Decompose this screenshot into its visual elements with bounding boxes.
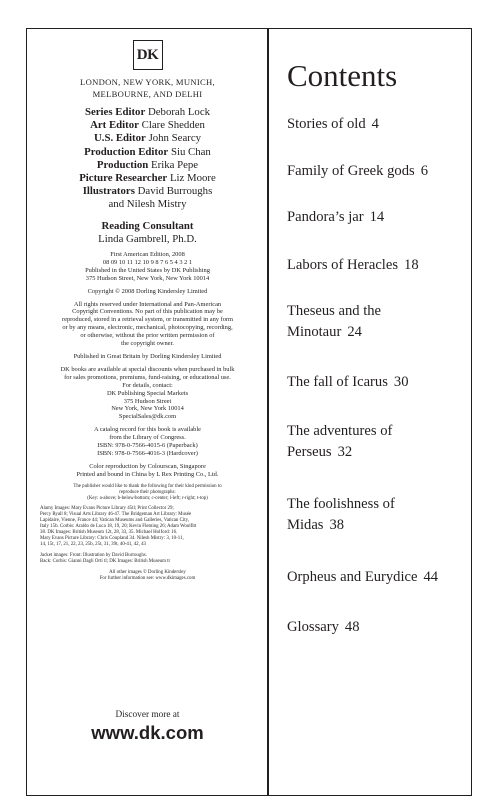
toc-page-number: 44: [423, 569, 439, 585]
credit-illustrators-continued: and Nilesh Mistry: [108, 198, 187, 211]
toc-entry: The fall of Icarus 30: [287, 374, 409, 390]
catalog-record: A catalog record for this book is available from the Library of Congress. ISBN: 978-0-7566-4015-6 (Paperback) ISBN: 978-0-7566-4016-3 (Hardcover): [93, 426, 201, 457]
credit-production-editor: Production Editor Siu Chan: [84, 145, 211, 158]
credit-picture-researcher: Picture Researcher Liz Moore: [79, 172, 216, 185]
toc-page-number: 6: [420, 163, 428, 179]
publisher-cities: [40, 76, 255, 100]
dk-logo: DK: [133, 40, 163, 70]
toc-entry: Glossary 48: [287, 619, 360, 635]
cities-line: LONDON, NEW YORK, MUNICH,: [80, 77, 215, 87]
photo-thanks: The publisher would like to thank the following for their kind permission to reproduce their photographs: (Key: a-above; b-below/bottom; c-center; l-left; r-right; t-top): [73, 483, 222, 501]
toc-entry: The foolishness of Midas 38: [287, 496, 395, 533]
credit-production: Production Erika Pepe: [96, 158, 199, 171]
credit-art-editor: Art Editor Clare Shedden: [90, 119, 205, 132]
credit-series-editor: Series Editor Deborah Lock: [84, 106, 211, 118]
published-great-britain: Published in Great Britain by Dorling Kindersley Limited: [73, 353, 222, 360]
toc-entry: The adventures of Perseus 32: [287, 423, 393, 460]
reading-consultant: [40, 220, 255, 246]
picture-acknowledgements: Alamy Images: Mary Evans Picture Library 45tl; Print Collector 29; Percy Ryall 8; Visual Arts Library 46-47. The Bridgeman Art Library: Musée Lapidaire, Vienne, France 44; Vatican Museums and Galleries, Vatican City, Italy 15b. Corbis: Araldo de Luca 18, 19, 20; Kevin Fleming 26; Adam Woolfitt 38. DK Images: British Museum 12t, 28, 33, 35. Michael Holford: 16. Mary Evans Picture Library: Chris Coupland 34. Nilesh Mistry: 3, 10-11, 14, 15t, 17, 21, 22, 23, 25b, 25t, 31, 39t, 40-41, 42, 43: [40, 505, 197, 547]
toc-entry: Orpheus and Eurydice 44: [287, 569, 439, 585]
toc-entry: Pandora’s jar 14: [287, 209, 385, 225]
toc-entry: Labors of Heracles 18: [287, 257, 419, 273]
discover-more-text: Discover more at: [115, 710, 180, 720]
other-images-notice: All other images © Dorling Kindersley For further information see: www.dkimages.com: [99, 569, 196, 581]
staff-credits: [40, 106, 255, 212]
cities-line: MELBOURNE, AND DELHI: [92, 89, 203, 99]
copyright-page: [40, 40, 255, 582]
toc-page-number: 38: [329, 517, 345, 533]
toc-page-number: 24: [347, 324, 362, 340]
contents-column: [287, 56, 472, 635]
toc-page-number: 30: [393, 374, 409, 390]
consultant-name: Linda Gambrell, Ph.D.: [98, 232, 197, 245]
rights-notice: All rights reserved under International and Pan-American Copyright Conventions. No part of this publication may be reproduced, stored in a retrieval system, or transmitted in any form or by any means, electronic, mechanical, photocopying, recording, or otherwise, without the prior written permission of the copyright owner.: [61, 300, 234, 348]
toc-page-number: 18: [404, 257, 419, 273]
toc-entry: Family of Greek gods 6: [287, 163, 428, 179]
toc-page-number: 48: [344, 619, 360, 635]
toc-entry: Stories of old 4: [287, 116, 379, 132]
jacket-images: Jacket images: Front: Illustration by David Burroughs. Back: Corbis: Gianni Dagli Orti tl; DK Images: British Museum tr: [40, 552, 171, 564]
column-divider: [267, 28, 269, 796]
copyright-line: Copyright © 2008 Dorling Kindersley Limited: [87, 287, 208, 295]
toc-page-number: 32: [337, 444, 353, 460]
website-link[interactable]: www.dk.com: [91, 722, 204, 743]
credit-illustrators: Illustrators David Burroughs: [82, 185, 213, 198]
bulk-sales-info: DK books are available at special discounts when purchased in bulk for sales promotions, premiums, fund-raising, or educational use. For details, contact: DK Publishing Special Markets 375 Hudson Street New York, New York 10014 SpecialSales@dk.com: [60, 365, 235, 421]
toc-entry: Theseus and the Minotaur 24: [287, 303, 382, 340]
printing-info: Color reproduction by Colourscan, Singapore Printed and bound in China by L Rex Printing Co., Ltd.: [76, 462, 219, 478]
contents-title: Contents: [287, 58, 398, 93]
toc-page-number: 14: [369, 209, 385, 225]
credit-us-editor: U.S. Editor John Searcy: [93, 132, 202, 145]
consultant-role: Reading Consultant: [101, 219, 194, 232]
toc-page-number: 4: [371, 116, 379, 132]
edition-info: First American Edition, 2008 08 09 10 11 12 10 9 8 7 6 5 4 3 2 1 Published in the United States by DK Publishing 375 Hudson Street, New York, New York 10014: [85, 251, 210, 282]
